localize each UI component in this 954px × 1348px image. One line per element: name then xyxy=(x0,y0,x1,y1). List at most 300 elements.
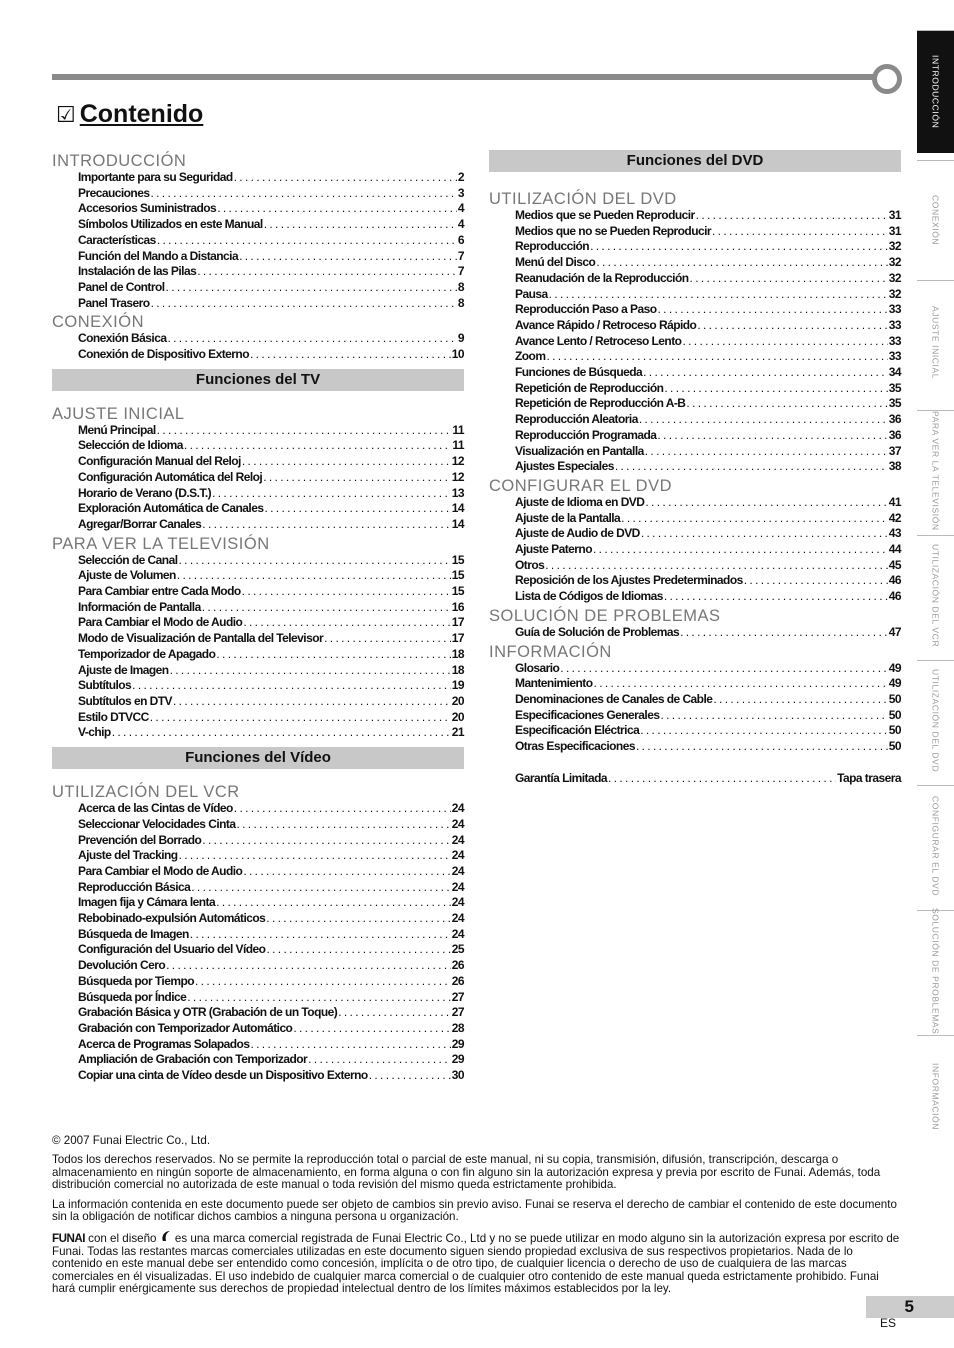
toc-entry[interactable] xyxy=(52,710,464,726)
toc-entry-page: 17 xyxy=(451,631,464,646)
toc-entry-page: 19 xyxy=(451,678,464,693)
toc-entry-title: Reproducción Paso a Paso xyxy=(515,302,657,317)
toc-entry-title: Ajuste Paterno xyxy=(515,542,592,557)
copyright: © 2007 Funai Electric Co., Ltd. xyxy=(52,1134,211,1147)
dot-leader xyxy=(112,725,451,741)
toc-entry-page: 41 xyxy=(888,494,901,509)
toc-entry[interactable] xyxy=(52,911,464,927)
toc-entry[interactable] xyxy=(52,264,464,280)
toc-entry-title: Reproducción Básica xyxy=(78,879,191,894)
toc-entry-page: 7 xyxy=(457,248,464,263)
toc-entry-title: Reanudación de la Reproducción xyxy=(515,270,689,285)
toc-entry-page: 32 xyxy=(888,286,901,301)
toc-entry-title: Otras Especificaciones xyxy=(515,739,635,754)
dot-leader xyxy=(664,381,887,397)
side-tab[interactable] xyxy=(917,410,954,531)
section-bar: Funciones del DVD xyxy=(489,150,901,172)
toc-entry[interactable] xyxy=(52,615,464,631)
legal-paragraph-1: Todos los derechos reservados. No se permite la reproducción total o parcial de este manual, ni su copia, transmisión, difusión, transcripción, descarga o almacenamiento en ningún soporte de almacenamiento, en forma alguna o con fin alguno sin la autorización expresa y previa por escrito de Funai. Además, toda distribución comercial no autorizada de este manual o toda revisión del mismo queda estrictamente prohibida. xyxy=(52,1153,881,1192)
toc-entry[interactable] xyxy=(489,381,901,397)
toc-entry[interactable] xyxy=(489,271,901,287)
toc-entry-page: 27 xyxy=(451,1005,464,1020)
toc-entry-page: 33 xyxy=(888,302,901,317)
toc-entry[interactable] xyxy=(489,349,901,365)
toc-entry-page: 32 xyxy=(888,270,901,285)
toc-entry[interactable] xyxy=(489,459,901,475)
toc-entry[interactable] xyxy=(52,331,464,347)
dot-leader xyxy=(170,663,451,679)
toc-entry[interactable] xyxy=(52,438,464,454)
dot-leader xyxy=(266,942,450,958)
toc-entry[interactable] xyxy=(489,676,901,692)
dot-leader xyxy=(744,573,888,589)
dot-leader xyxy=(216,895,451,911)
toc-entry[interactable] xyxy=(489,558,901,574)
dot-leader xyxy=(202,600,451,616)
dot-leader xyxy=(712,224,888,240)
section-heading: PARA VER LA TELEVISIÓN xyxy=(52,534,270,553)
dot-leader xyxy=(639,412,888,428)
dot-leader xyxy=(179,848,451,864)
toc-entry-page: 3 xyxy=(457,185,464,200)
toc-entry-title: Imagen fija y Cámara lenta xyxy=(78,895,216,910)
dot-leader xyxy=(596,255,887,271)
side-tab-label: UTILIZACIÓN DEL VCR xyxy=(930,544,941,648)
toc-entry-page: 38 xyxy=(888,459,901,474)
section-heading: CONFIGURAR EL DVD xyxy=(489,476,672,495)
dot-leader xyxy=(645,444,888,460)
toc-entry[interactable] xyxy=(52,833,464,849)
toc-entry-page: 24 xyxy=(451,832,464,847)
side-tab[interactable] xyxy=(917,535,954,656)
toc-entry-page: 18 xyxy=(451,662,464,677)
toc-entry-title: Funciones de Búsqueda xyxy=(515,365,643,380)
funai-logo: FUNAI xyxy=(52,1232,85,1246)
toc-entry-title: Ajuste de Audio de DVD xyxy=(515,526,640,541)
toc-entry-page: 30 xyxy=(451,1068,464,1083)
dot-leader xyxy=(696,208,888,224)
toc-entry-page: 50 xyxy=(888,723,901,738)
toc-entry-garantia[interactable] xyxy=(489,771,901,787)
toc-entry[interactable] xyxy=(52,848,464,864)
side-tab[interactable] xyxy=(917,907,954,1035)
toc-entry[interactable] xyxy=(52,678,464,694)
toc-entry[interactable] xyxy=(489,495,901,511)
toc-entry-title: Búsqueda por Índice xyxy=(78,989,187,1004)
toc-entry-page: 24 xyxy=(451,801,464,816)
toc-entry-page: 36 xyxy=(888,427,901,442)
dot-leader xyxy=(608,771,836,787)
toc-entry-page: 28 xyxy=(451,1020,464,1035)
toc-entry[interactable] xyxy=(52,486,464,502)
toc-entry[interactable] xyxy=(52,280,464,296)
section-bar: Funciones del Vídeo xyxy=(52,747,464,769)
toc-entry-page: 34 xyxy=(888,365,901,380)
dot-leader xyxy=(184,438,451,454)
dot-leader xyxy=(234,170,457,186)
dot-leader xyxy=(690,271,888,287)
dot-leader xyxy=(549,287,888,303)
dot-leader xyxy=(242,454,451,470)
page-title: ☑ Contenido xyxy=(56,100,204,128)
toc-entry-page: 24 xyxy=(451,816,464,831)
toc-entry[interactable] xyxy=(52,990,464,1006)
toc-entry-page: 20 xyxy=(451,709,464,724)
dot-leader xyxy=(640,723,888,739)
toc-entry[interactable] xyxy=(489,511,901,527)
toc-entry-page: 33 xyxy=(888,333,901,348)
toc-entry-page: 8 xyxy=(457,295,464,310)
toc-entry[interactable] xyxy=(489,573,901,589)
toc-entry-page: 10 xyxy=(451,347,464,362)
side-tab[interactable] xyxy=(917,30,954,153)
dot-leader xyxy=(150,186,456,202)
legal-footer xyxy=(52,1135,902,1302)
toc-entry-page: 35 xyxy=(888,396,901,411)
toc-entry-page: 33 xyxy=(888,317,901,332)
text-fragment: con el diseño xyxy=(84,1232,160,1246)
toc-entry-page: 7 xyxy=(457,264,464,279)
toc-entry-title: Configuración del Usuario del Vídeo xyxy=(78,942,266,957)
toc-entry[interactable] xyxy=(489,365,901,381)
toc-entry-page: 33 xyxy=(888,349,901,364)
toc-entry-title: Especificaciones Generales xyxy=(515,707,660,722)
toc-entry-page: 4 xyxy=(457,201,464,216)
dot-leader xyxy=(239,249,457,265)
toc-entry[interactable] xyxy=(52,186,464,202)
toc-entry-title: Para Cambiar entre Cada Modo xyxy=(78,584,241,599)
section-heading: INTRODUCCIÓN xyxy=(52,152,187,170)
dot-leader xyxy=(166,280,457,296)
toc-entry-title: Instalación de las Pilas xyxy=(78,264,197,279)
dot-leader xyxy=(243,864,450,880)
toc-entry[interactable] xyxy=(52,942,464,958)
text-fragment: es una marca comercial registrada de Funai Electric Co., Ltd y no se puede utilizar en modo alguno sin la autorización expresa por escrito de Funai. Todas las restantes marcas comerciales utilizadas en este documento siguen siendo propiedad exclusiva de sus respectivos propietarios. Nada de lo contenido en este manual debe ser entendido como concesión, implícita o de otro tipo, de cualquier licencia o derecho de uso de cualquiera de las marcas comerciales en él visualizadas. El uso indebido de cualquier marca comercial o de cualquier otro contenido de este manual queda estrictamente prohibido. Funai hará cumplir enérgicamente sus derechos de propiedad intelectual dentro de los límites máximos establecidos por la ley. xyxy=(52,1232,900,1296)
toc-entry[interactable] xyxy=(489,334,901,350)
toc-entry[interactable] xyxy=(52,470,464,486)
toc-entry-page: 12 xyxy=(451,469,464,484)
toc-entry[interactable] xyxy=(52,958,464,974)
toc-entry-title: Panel Trasero xyxy=(78,295,150,310)
toc-entry[interactable] xyxy=(489,412,901,428)
toc-entry[interactable] xyxy=(489,255,901,271)
toc-entry[interactable] xyxy=(52,423,464,439)
toc-entry-title: Especificación Eléctrica xyxy=(515,723,640,738)
legal-paragraph-2: La información contenida en este documento puede ser objeto de cambios sin previo aviso. Funai se reserva el derecho de cambiar el contenido de este documento sin la obligación de notificar dichos cambios a ninguna persona u organización. xyxy=(52,1197,897,1224)
page-number-box xyxy=(866,1296,954,1318)
toc-entry[interactable] xyxy=(52,347,464,363)
toc-entry-page: 11 xyxy=(452,438,464,453)
page-number: 5 xyxy=(904,1297,914,1316)
toc-entry[interactable] xyxy=(52,1052,464,1068)
toc-entry[interactable] xyxy=(52,170,464,186)
toc-entry-title: Grabación Básica y OTR (Grabación de un Toque) xyxy=(78,1005,338,1020)
toc-entry-page: 49 xyxy=(888,660,901,675)
toc-entry-title: Acerca de Programas Solapados xyxy=(78,1036,250,1051)
section-heading: CONEXIÓN xyxy=(52,313,145,332)
toc-entry[interactable] xyxy=(489,428,901,444)
toc-entry-page: 12 xyxy=(451,454,464,469)
toc-entry[interactable] xyxy=(489,526,901,542)
dot-leader xyxy=(242,584,451,600)
toc-entry[interactable] xyxy=(52,1068,464,1084)
dot-leader xyxy=(593,542,888,558)
toc-entry[interactable] xyxy=(52,631,464,647)
toc-entry-page: 24 xyxy=(451,863,464,878)
toc-entry-page: 14 xyxy=(451,516,464,531)
toc-entry-title: Ajuste de Idioma en DVD xyxy=(515,494,645,509)
toc-entry-title: Conexión de Dispositivo Externo xyxy=(78,347,249,362)
toc-entry[interactable] xyxy=(52,584,464,600)
toc-entry[interactable] xyxy=(489,318,901,334)
toc-entry-title: Símbolos Utilizados en este Manual xyxy=(78,217,263,232)
toc-entry-title: Visualización en Pantalla xyxy=(515,443,644,458)
dot-leader xyxy=(263,470,451,486)
toc-entry-page: 15 xyxy=(451,568,464,583)
toc-entry-title: Garantía Limitada xyxy=(515,770,608,785)
toc-entry[interactable] xyxy=(52,927,464,943)
toc-entry-title: Devolución Cero xyxy=(78,958,166,973)
dot-leader xyxy=(202,833,450,849)
dot-leader xyxy=(191,880,450,896)
toc-entry-page: Tapa trasera xyxy=(837,770,901,785)
toc-entry-page: 46 xyxy=(888,573,901,588)
toc-entry[interactable] xyxy=(52,517,464,533)
toc-entry[interactable] xyxy=(52,296,464,312)
toc-entry[interactable] xyxy=(52,501,464,517)
section-heading: AJUSTE INICIAL xyxy=(52,404,185,423)
side-tab[interactable] xyxy=(917,1035,954,1158)
toc-entry[interactable] xyxy=(52,694,464,710)
dot-leader xyxy=(157,233,457,249)
toc-entry-page: 36 xyxy=(888,412,901,427)
toc-list xyxy=(52,423,464,533)
side-tab-label: CONEXIÓN xyxy=(930,194,941,246)
toc-entry[interactable] xyxy=(52,454,464,470)
toc-entry-page: 11 xyxy=(452,422,464,437)
toc-entry-title: Menú Principal xyxy=(78,422,156,437)
toc-entry[interactable] xyxy=(52,817,464,833)
dot-leader xyxy=(546,349,887,365)
toc-entry[interactable] xyxy=(489,224,901,240)
toc-entry-title: Acerca de las Cintas de Vídeo xyxy=(78,801,233,816)
dot-leader xyxy=(250,347,451,363)
toc-entry[interactable] xyxy=(489,708,901,724)
dot-leader xyxy=(594,676,888,692)
toc-entry[interactable] xyxy=(52,249,464,265)
toc-entry-page: 4 xyxy=(457,217,464,232)
toc-entry-page: 9 xyxy=(457,331,464,346)
toc-entry[interactable] xyxy=(489,444,901,460)
toc-entry-title: Reproducción xyxy=(515,239,590,254)
toc-entry-page: 46 xyxy=(888,589,901,604)
toc-entry-title: Agregar/Borrar Canales xyxy=(78,516,202,531)
toc-entry[interactable] xyxy=(52,725,464,741)
toc-entry[interactable] xyxy=(52,217,464,233)
dot-leader xyxy=(216,647,450,663)
toc-entry-title: Grabación con Temporizador Automático xyxy=(78,1020,293,1035)
toc-list xyxy=(489,208,901,475)
toc-entry-page: 29 xyxy=(451,1052,464,1067)
toc-entry-title: Ampliación de Grabación con Temporizador xyxy=(78,1052,308,1067)
toc-entry-title: Prevención del Borrado xyxy=(78,832,202,847)
toc-entry-page: 21 xyxy=(451,725,464,740)
toc-entry[interactable] xyxy=(52,880,464,896)
toc-entry[interactable] xyxy=(489,739,901,755)
toc-entry-page: 14 xyxy=(451,501,464,516)
side-tab[interactable] xyxy=(917,160,954,279)
dot-leader xyxy=(664,589,888,605)
header-rule xyxy=(52,74,882,80)
toc-entry-title: Configuración Manual del Reloj xyxy=(78,454,241,469)
dot-leader xyxy=(167,331,456,347)
toc-entry-title: Exploración Automática de Canales xyxy=(78,501,264,516)
section-heading: SOLUCIÓN DE PROBLEMAS xyxy=(489,606,721,625)
toc-entry-title: Ajuste de la Pantalla xyxy=(515,510,621,525)
toc-entry[interactable] xyxy=(489,396,901,412)
toc-entry-page: 16 xyxy=(451,599,464,614)
dot-leader xyxy=(657,428,887,444)
toc-entry-title: Pausa xyxy=(515,286,548,301)
dot-leader xyxy=(369,1068,451,1084)
toc-entry[interactable] xyxy=(52,647,464,663)
toc-entry-page: 43 xyxy=(888,526,901,541)
toc-entry-page: 20 xyxy=(451,693,464,708)
toc-entry-title: Glosario xyxy=(515,660,560,675)
toc-entry-title: Repetición de Reproducción xyxy=(515,380,664,395)
toc-entry-title: Estilo DTVCC xyxy=(78,709,149,724)
header-circle xyxy=(872,64,902,94)
toc-entry-title: Ajuste de Imagen xyxy=(78,662,169,677)
side-tab-label: SOLUCIÓN DE PROBLEMAS xyxy=(930,907,941,1035)
toc-entry-page: 32 xyxy=(888,255,901,270)
toc-entry-title: Medios que se Pueden Reproducir xyxy=(515,208,695,222)
dot-leader xyxy=(645,495,887,511)
toc-entry[interactable] xyxy=(489,542,901,558)
toc-entry-title: Función del Mando a Distancia xyxy=(78,248,239,263)
toc-entry-title: Precauciones xyxy=(78,185,150,200)
toc-entry-page: 24 xyxy=(451,895,464,910)
toc-entry-title: Características xyxy=(78,232,156,247)
dot-leader xyxy=(197,264,457,280)
toc-entry[interactable] xyxy=(52,1021,464,1037)
toc-entry-page: 6 xyxy=(457,232,464,247)
toc-list xyxy=(52,170,464,311)
dot-leader xyxy=(660,708,887,724)
toc-entry-page: 31 xyxy=(888,223,901,238)
toc-entry-title: Guía de Solución de Problemas xyxy=(515,624,680,639)
dot-leader xyxy=(682,334,887,350)
toc-entry-title: Importante para su Seguridad xyxy=(78,170,233,184)
dot-leader xyxy=(641,526,888,542)
side-tab-label: PARA VER LA TELEVISIÓN xyxy=(930,411,941,531)
dot-leader xyxy=(590,239,888,255)
toc-entry-page: 31 xyxy=(888,208,901,222)
dot-leader xyxy=(686,396,887,412)
dot-leader xyxy=(187,990,451,1006)
toc-list xyxy=(489,661,901,755)
side-tab[interactable] xyxy=(917,280,954,405)
toc-entry[interactable] xyxy=(52,1005,464,1021)
dot-leader xyxy=(338,1005,451,1021)
toc-entry-page: 24 xyxy=(451,926,464,941)
side-tab[interactable] xyxy=(917,785,954,906)
toc-entry[interactable] xyxy=(489,302,901,318)
toc-entry[interactable] xyxy=(489,723,901,739)
toc-entry[interactable] xyxy=(52,553,464,569)
toc-entry-page: 18 xyxy=(451,646,464,661)
toc-entry[interactable] xyxy=(489,625,901,641)
toc-entry-page: 24 xyxy=(451,911,464,926)
toc-entry[interactable] xyxy=(52,201,464,217)
toc-entry-title: Ajuste del Tracking xyxy=(78,848,178,863)
dot-leader xyxy=(697,318,887,334)
toc-entry-title: Reproducción Programada xyxy=(515,427,657,442)
toc-entry[interactable] xyxy=(52,568,464,584)
toc-entry[interactable] xyxy=(489,239,901,255)
dot-leader xyxy=(157,423,452,439)
toc-entry[interactable] xyxy=(52,600,464,616)
toc-list xyxy=(52,553,464,741)
toc-entry[interactable] xyxy=(489,661,901,677)
toc-entry[interactable] xyxy=(489,287,901,303)
toc-list xyxy=(489,495,901,605)
toc-entry-title: Para Cambiar el Modo de Audio xyxy=(78,863,243,878)
toc-entry-title: Mantenimiento xyxy=(515,676,593,691)
toc-entry-title: Temporizador de Apagado xyxy=(78,646,216,661)
toc-entry-page: 2 xyxy=(457,170,464,184)
toc-entry[interactable] xyxy=(489,692,901,708)
toc-entry-title: Copiar una cinta de Vídeo desde un Dispositivo Externo xyxy=(78,1068,368,1083)
toc-entry[interactable] xyxy=(52,663,464,679)
toc-entry-page: 24 xyxy=(451,879,464,894)
toc-entry-page: 13 xyxy=(451,485,464,500)
toc-entry-page: 32 xyxy=(888,239,901,254)
dot-leader xyxy=(177,568,451,584)
toc-entry-page: 26 xyxy=(451,958,464,973)
toc-entry-title: Denominaciones de Canales de Cable xyxy=(515,691,713,706)
section-heading: UTILIZACIÓN DEL DVD xyxy=(489,190,677,208)
dot-leader xyxy=(636,739,888,755)
toc-entry-title: Avance Rápido / Retroceso Rápido xyxy=(515,317,697,332)
dot-leader xyxy=(680,625,888,641)
toc-entry-title: Búsqueda por Tiempo xyxy=(78,973,195,988)
toc-entry-title: Información de Pantalla xyxy=(78,599,201,614)
side-tab[interactable] xyxy=(917,660,954,781)
toc-entry-title: Reproducción Aleatoria xyxy=(515,412,638,427)
toc-entry-title: Horario de Verano (D.S.T.) xyxy=(78,485,212,500)
side-tab-label: UTILIZACIÓN DEL DVD xyxy=(930,669,941,773)
toc-entry[interactable] xyxy=(52,974,464,990)
toc-entry-page: 8 xyxy=(457,279,464,294)
toc-entry[interactable] xyxy=(52,233,464,249)
toc-entry-title: Subtítulos en DTV xyxy=(78,693,172,708)
toc-left-column xyxy=(52,150,464,1084)
toc-entry[interactable] xyxy=(489,589,901,605)
toc-entry[interactable] xyxy=(52,1037,464,1053)
toc-entry[interactable] xyxy=(52,801,464,817)
toc-entry[interactable] xyxy=(52,895,464,911)
dot-leader xyxy=(621,511,888,527)
dot-leader xyxy=(195,974,451,990)
toc-entry[interactable] xyxy=(52,864,464,880)
toc-entry-title: Selección de Idioma xyxy=(78,438,183,453)
toc-entry-title: Lista de Códigos de Idiomas xyxy=(515,589,663,604)
dot-leader xyxy=(151,296,457,312)
dot-leader xyxy=(264,217,457,233)
toc-entry-title: Selección de Canal xyxy=(78,552,178,567)
toc-entry[interactable] xyxy=(489,208,901,224)
